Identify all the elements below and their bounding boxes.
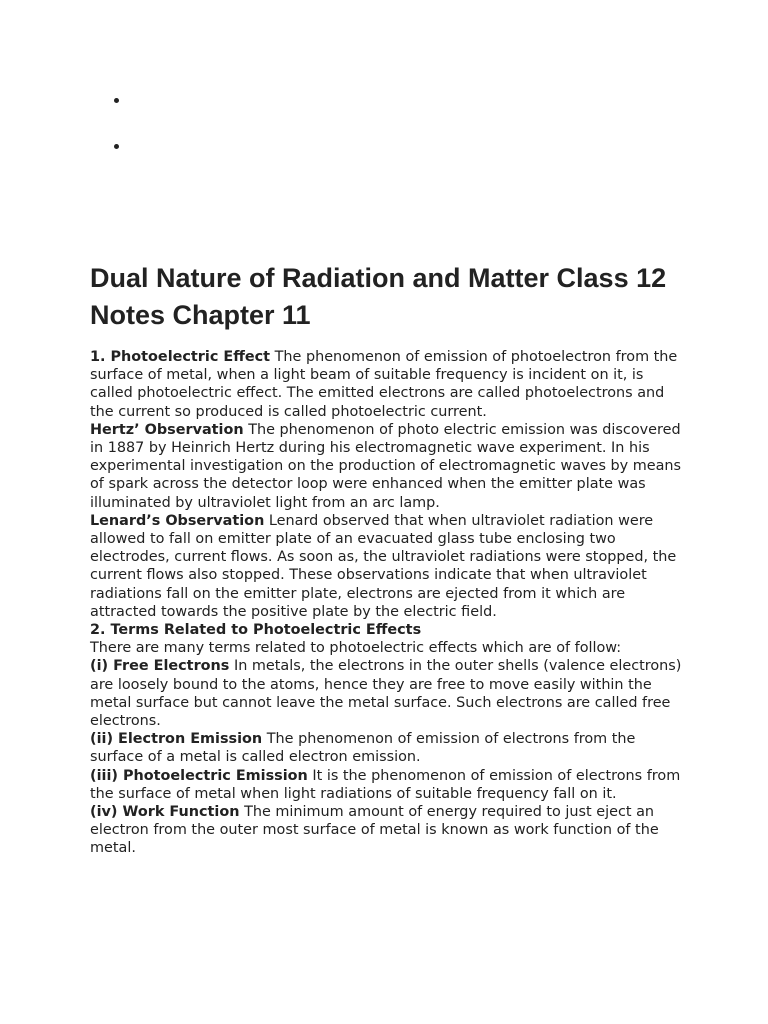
section-electron-emission xyxy=(90,730,686,766)
notes-body xyxy=(90,348,686,858)
list-item xyxy=(112,134,132,180)
section-heading: (iv) Work Function xyxy=(90,804,240,821)
section-text: The phenomenon of emission of electrons from the surface of a metal is called electron emission. xyxy=(90,731,636,766)
page-title: Dual Nature of Radiation and Matter Class 12 Notes Chapter 11 xyxy=(90,263,667,330)
section-text: In metals, the electrons in the outer shells (valence electrons) are loosely bound to the atoms, hence they are free to move easily within the metal surface but cannot leave the metal surface. Such electrons are called free electrons. xyxy=(90,658,682,730)
section-heading: (iii) Photoelectric Emission xyxy=(90,767,308,784)
section-terms-heading xyxy=(90,621,686,639)
section-photoelectric-effect xyxy=(90,348,686,421)
section-text: The phenomenon of emission of photoelectron from the surface of metal, when a light beam of suitable frequency is incident on it, is called photoelectric effect. The emitted electrons are called photoelectrons and the current so produced is called photoelectric current. xyxy=(90,349,678,420)
bullet-dot-icon xyxy=(114,98,119,103)
section-heading: 2. Terms Related to Photoelectric Effects xyxy=(90,622,422,639)
section-heading: 1. Photoelectric Effect xyxy=(90,349,271,365)
section-hertz-observation xyxy=(90,421,686,512)
section-photoelectric-emission xyxy=(90,767,686,803)
section-text: There are many terms related to photoelectric effects which are of follow: xyxy=(90,640,622,657)
section-text: Lenard observed that when ultraviolet radiation were allowed to fall on emitter plate of an evacuated glass tube enclosing two electrodes, current flows. As soon as, the ultraviolet radiations were stopped, the current flows also stopped. These observations indicate that when ultraviolet radiations fall on the emitter plate, electrons are ejected from it which are attracted towards the positive plate by the electric field. xyxy=(90,512,677,620)
section-text: It is the phenomenon of emission of electrons from the surface of metal when light radiations of suitable frequency fall on it. xyxy=(90,767,681,802)
list-item xyxy=(112,88,132,134)
section-heading: Lenard’s Observation xyxy=(90,512,265,529)
section-heading: Hertz’ Observation xyxy=(90,421,244,438)
section-text: The phenomenon of photo electric emission was discovered in 1887 by Heinrich Hertz during his electromagnetic wave experiment. In his experimental investigation on the production of electromagnetic waves by means of spark across the detector loop were enhanced when the emitter plate was illuminated by ultraviolet light from an arc lamp. xyxy=(90,421,682,511)
bullet-dot-icon xyxy=(114,144,119,149)
section-terms-intro xyxy=(90,639,686,657)
section-work-function xyxy=(90,803,686,858)
section-heading: (i) Free Electrons xyxy=(90,658,230,675)
section-free-electrons xyxy=(90,657,686,730)
section-heading: (ii) Electron Emission xyxy=(90,731,263,748)
section-lenard-observation xyxy=(90,512,686,621)
empty-bullet-list xyxy=(112,88,132,180)
section-text: The minimum amount of energy required to just eject an electron from the outer most surface of metal is known as work function of the metal. xyxy=(90,804,659,857)
